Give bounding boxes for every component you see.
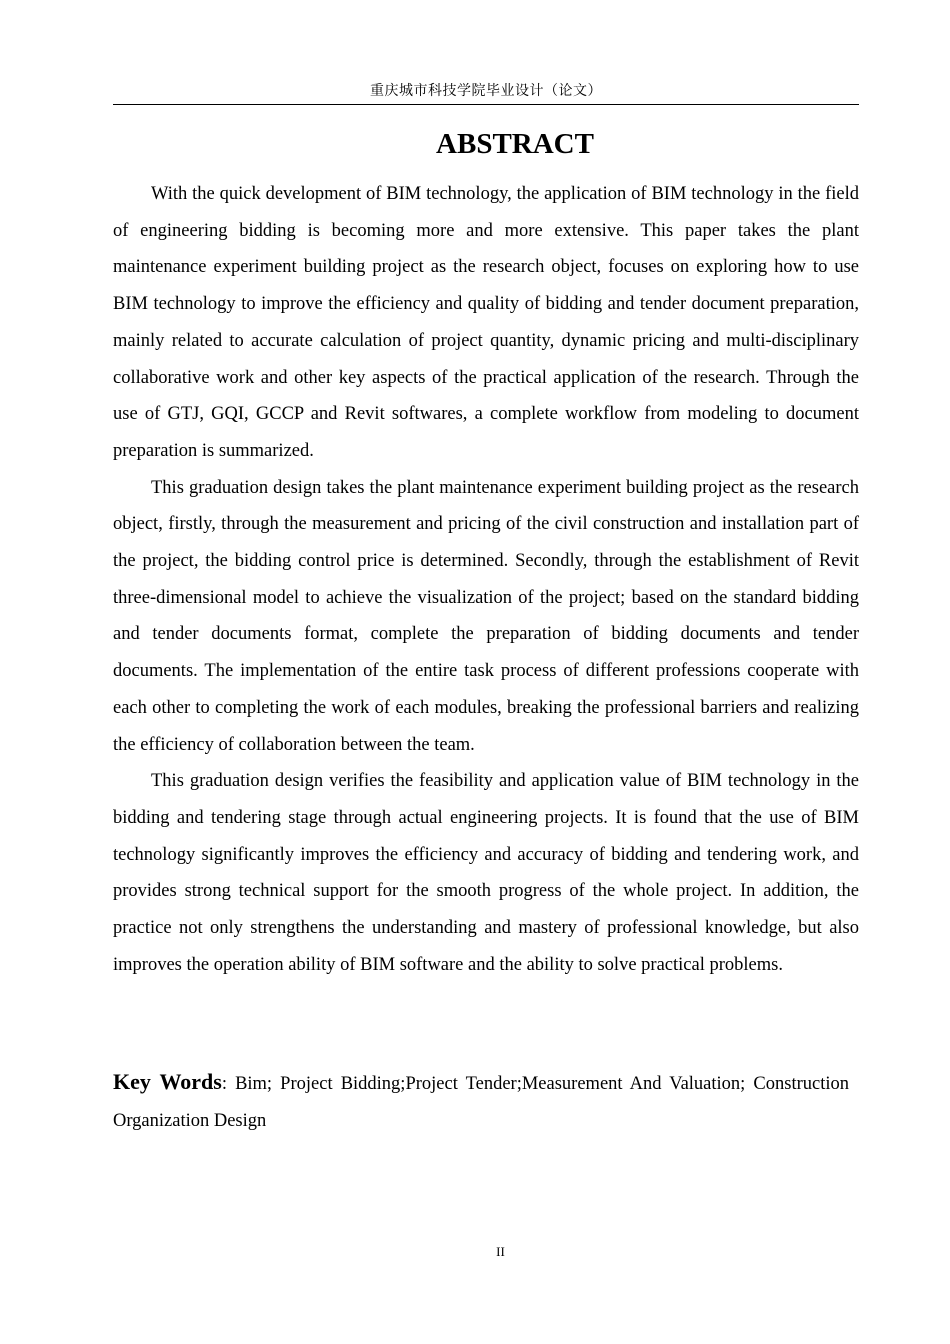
keywords-separator: : — [221, 1074, 227, 1094]
abstract-paragraph-1: With the quick development of BIM technology, the application of BIM technology in the field of engineering bidding is becoming more and more extensive. This paper takes the plant maintenance experiment building project as the research object, focuses on exploring how to use BIM technology to improve the efficiency and quality of bidding and tender document preparation, mainly related to accurate calculation of project quantity, dynamic pricing and multi-disciplinary collaborative work and other key aspects of the practical application of the research. Through the use of GTJ, GQI, GCCP and Revit softwares, a complete workflow from modeling to document preparation is summarized. — [113, 184, 859, 461]
running-header: 重庆城市科技学院毕业设计（论文） — [370, 83, 602, 99]
header-divider — [113, 104, 859, 105]
abstract-paragraph-3: This graduation design verifies the feasibility and application value of BIM technology in the bidding and tendering stage through actual engineering projects. It is found that the use of BIM technology significantly improves the efficiency and accuracy of bidding and tendering work, and provides strong technical support for the smooth progress of the whole project. In addition, the practice not only strengthens the understanding and mastery of professional knowledge, but also improves the operation ability of BIM software and the ability to solve practical problems. — [113, 771, 859, 975]
keywords-block — [113, 1064, 849, 1139]
abstract-body — [113, 176, 859, 983]
abstract-paragraph-2: This graduation design takes the plant maintenance experiment building project as the research object, firstly, through the measurement and pricing of the civil construction and installation part of the project, the bidding control price is determined. Secondly, through the establishment of Revit three-dimensional model to achieve the visualization of the project; based on the standard bidding and tender documents format, complete the preparation of bidding documents and tender documents. The implementation of the entire task process of different professions cooperate with each other to completing the work of each modules, breaking the professional barriers and realizing the efficiency of collaboration between the team. — [113, 477, 859, 755]
keywords-text: Bim; Project Bidding;Project Tender;Measurement And Valuation; Construction Organization Design — [113, 1074, 849, 1131]
page-number: II — [496, 1244, 505, 1259]
keywords-label: Key Words — [113, 1069, 222, 1094]
abstract-title: ABSTRACT — [436, 128, 594, 160]
